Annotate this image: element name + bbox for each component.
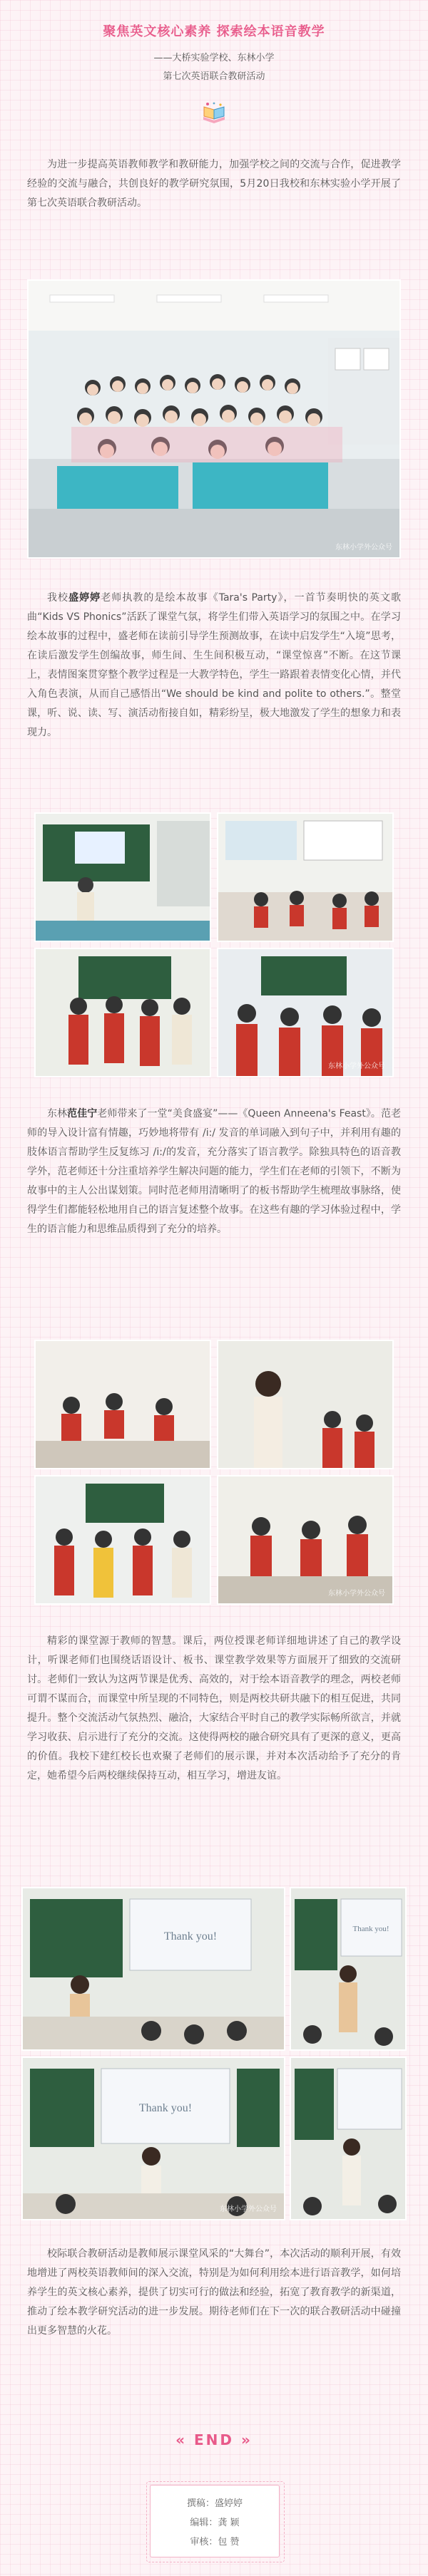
- photo-lesson1-teacher-board: [34, 812, 211, 942]
- end-left-chevrons-icon: «: [175, 2431, 188, 2448]
- end-label: END: [193, 2431, 234, 2448]
- photo-teacher-presenting-2: [21, 2057, 285, 2220]
- photo-teacher-side-1: [290, 1887, 407, 2051]
- photo-lesson2-students-desks: [34, 1340, 211, 1469]
- photo-teachers-in-classroom: [27, 279, 401, 559]
- credits-box: [150, 2485, 280, 2557]
- lesson2-paragraph: 东林范佳宁老师带来了一堂“美食盛宴”——《Queen Anneena's Feast》。范老师的导入设计富有情趣，巧妙地将带有 /i:/ 发音的单词融入到句子中，并利用有趣的肢体语言帮助学生反复练习 /i:/的发音，充分落实了语言教学。除独具特色的语音教学外，范老师还十分注重培养学生解决问题的能力，学生们在老师的引领下，不断为故事中的主人公出谋划策。同时范老师用清晰明了的板书帮助学生梳理故事脉络，使得学生们都能轻松地用自己的语言复述整个故事。在这些有趣的学习体验过程中，学生的语言能力和思维品质得到了充分的培养。: [27, 1108, 402, 1235]
- article-subtitle-schools: ——大桥实验学校、东林小学: [153, 53, 275, 63]
- photo-lesson2-presentation: [34, 1475, 211, 1605]
- board-thank-you: Thank you!: [352, 1925, 389, 1933]
- photo-watermark: 东林小学外公众号: [335, 544, 392, 552]
- discussion-paragraph: 精彩的课堂源于教师的智慧。课后，两位授课老师详细地讲述了自己的教学设计，听课老师们也围绕话语设计、板书、课堂教学效果等方面展开了细致的交流研讨。老师们一致认为这两节课是优秀、高效的，对于绘本语音教学的理念，两校老师可谓不谋而合，而课堂中所呈现的不同特色，则是两校共研共融下的相互促进，共同提升。整个交流活动气氛热烈、融洽，大家结合平时自己的教学实际畅所欲言，并就学习收获、启示进行了充分的交流。这使得两校的融合研究具有了更深的意义，更高的价值。我校下建红校长也欢聚了老师们的展示课，并对本次活动给予了充分的肯定，她希望今后两校继续保持互动，相互学习，增进友谊。: [27, 1635, 401, 1781]
- teacher-name-fan: 范佳宁: [67, 1108, 98, 1119]
- photo-lesson1-students: [217, 948, 394, 1077]
- photo-watermark: 东林小学外公众号: [328, 1062, 385, 1070]
- lesson1-paragraph: 我校盛婷婷老师执教的是绘本故事《Tara's Party》，一首节奏明快的英文歌曲“Kids VS Phonics”活跃了课堂气氛，将学生们带入英语学习的氛围之中。在学习绘本故事的过程中，盛老师在读前引导学生预测故事，在读中启发学生“入境”思考，在读后激发学生创编故事，师生间、生生间积极互动，“课堂惊喜”不断。在这节课上，表情图案贯穿整个教学过程是一大教学特色，学生一路跟着表情变化心情，并代入角色表演，从而自己感悟出“We should be kind and polite to others.”。整堂课，听、说、读、写、演活动衔接自如，精彩纷呈，极大地激发了学生的想象力和表现力。: [27, 592, 401, 738]
- photo-teacher-side-2: [290, 2057, 407, 2220]
- end-marker: [0, 2431, 428, 2448]
- board-thank-you: Thank you!: [163, 1930, 218, 1943]
- conclusion-paragraph: 校际联合教研活动是教师展示课堂风采的“大舞台”，本次活动的顺利开展，有效地增进了两校英语教师间的深入交流，特别是为如何利用绘本进行语音教学，如何培养学生的英文核心素养，提供了切实可行的做法和经验，拓宽了教育教学的新渠道，推动了绘本教学研究活动的进一步发展。期待老师们在下一次的联合教研活动中碰撞出更多智慧的火花。: [27, 2248, 401, 2337]
- intro-paragraph: 为进一步提高英语教师教学和教研能力，加强学校之间的交流与合作，促进教学经验的交流与融合，共创良好的教学研究氛围，5月20日我校和东林实验小学开展了第七次英语联合教研活动。: [27, 159, 401, 209]
- teacher-name-sheng: 盛婷婷: [68, 592, 101, 604]
- article-subtitle-event: 第七次英语联合教研活动: [163, 71, 265, 82]
- credit-editor: 编辑：龚 颖: [190, 2518, 240, 2528]
- open-book-icon: [201, 101, 227, 125]
- photo-watermark: 东林小学外公众号: [220, 2205, 277, 2213]
- photo-lesson2-teacher: [217, 1340, 394, 1469]
- photo-lesson2-group-work: [217, 1475, 394, 1605]
- credit-reviewer: 审核：包 赞: [190, 2537, 240, 2547]
- photo-lesson1-classroom: [217, 812, 394, 942]
- end-right-chevrons-icon: »: [240, 2431, 253, 2448]
- credit-writer: 撰稿：盛婷婷: [186, 2498, 243, 2509]
- photo-teacher-presenting-1: [21, 1887, 285, 2051]
- photo-watermark: 东林小学外公众号: [328, 1590, 385, 1598]
- board-thank-you: Thank you!: [138, 2102, 193, 2114]
- photo-lesson1-roleplay: [34, 948, 211, 1077]
- article-title: 聚焦英文核心素养 探索绘本语音教学: [103, 24, 325, 39]
